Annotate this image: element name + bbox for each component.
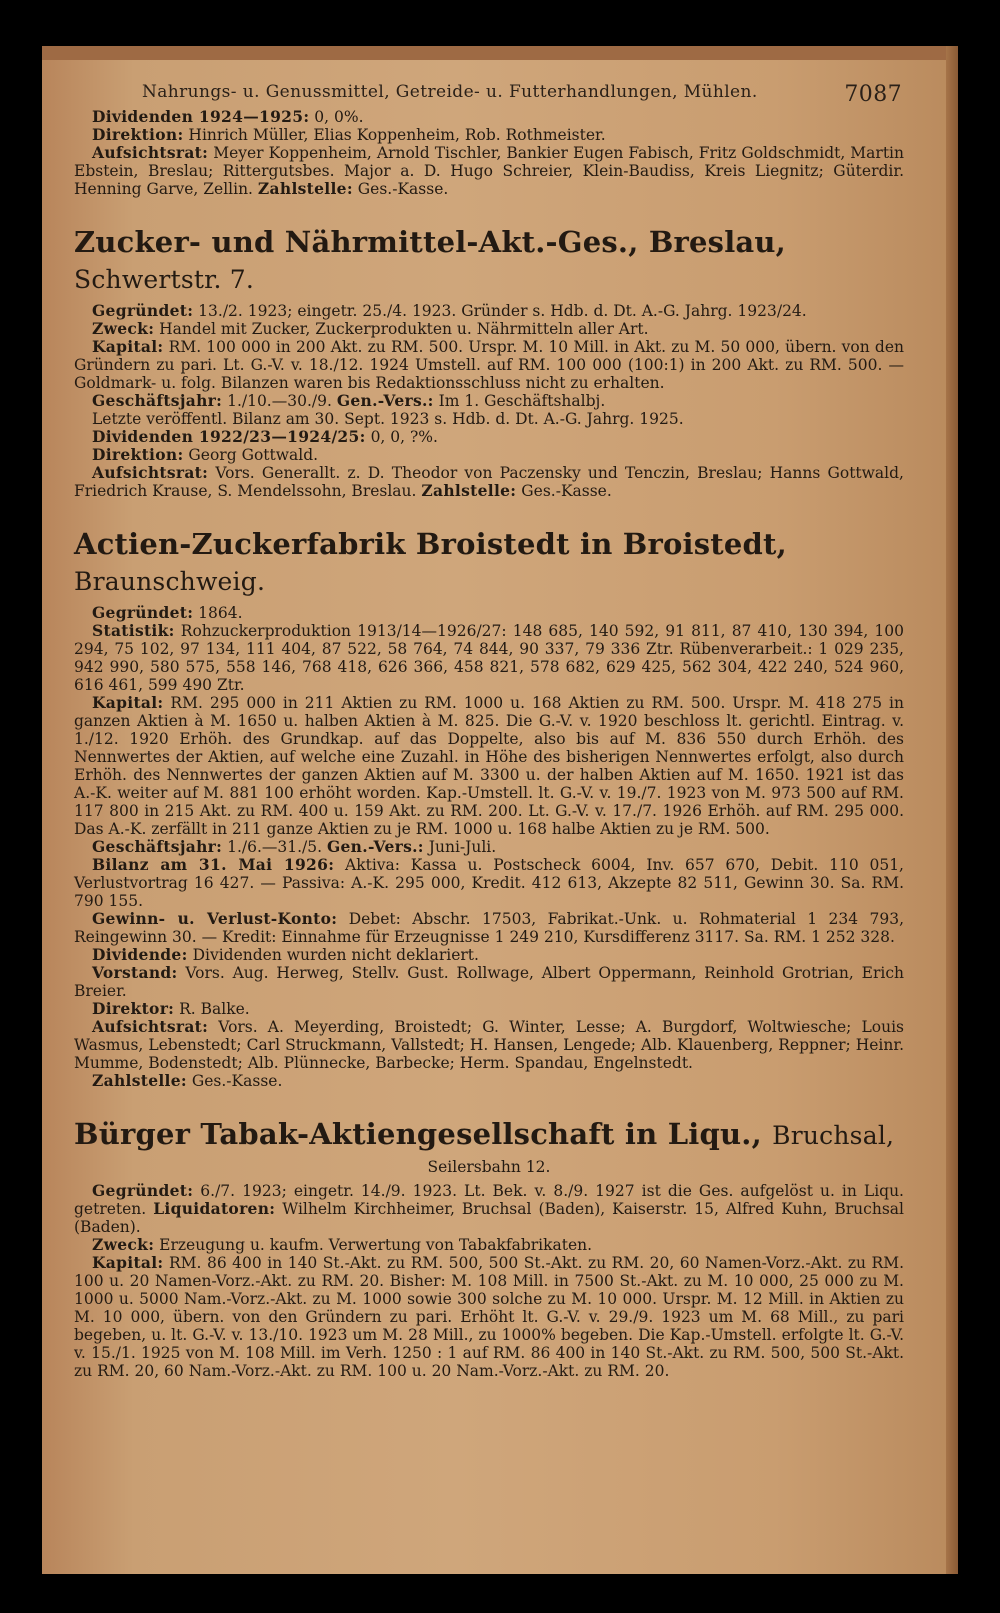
page-number: 7087 bbox=[844, 82, 902, 107]
direktion-line: Direktion: Georg Gottwald. bbox=[92, 445, 319, 464]
geschaeftsjahr-line: Geschäftsjahr: 1./10.—30./9. Gen.-Vers.: Im 1. Geschäftshalbj. bbox=[92, 391, 606, 410]
entry-previous-continuation bbox=[74, 108, 904, 198]
entry-title: Actien-Zuckerfabrik Broistedt in Broistedt, Braunschweig. bbox=[74, 527, 787, 596]
page-top-edge bbox=[42, 46, 958, 60]
aufsichtsrat-line: Aufsichtsrat: Meyer Koppenheim, Arnold Tischler, Bankier Eugen Fabisch, Fritz Goldschmidt, Martin Ebstein, Breslau; Rittergutsbes. Major a. D. Hugo Schreier, Klein-Baudiss, Kreis Liegnitz; Güterdir. Henning Garve, Zellin. Zahlstelle: Ges.-Kasse. bbox=[74, 143, 904, 198]
dividenden-line: Dividenden 1924—1925: 0, 0%. bbox=[92, 107, 364, 126]
scanned-page bbox=[42, 46, 958, 1574]
bilanz-line: Bilanz am 31. Mai 1926: Aktiva: Kassa u. Postscheck 6004, Inv. 657 670, Debit. 110 051, Verlustvortrag 16 427. — Passiva: A.-K. 295 000, Kredit. 412 613, Akzepte 82 511, Gewinn 30. Sa. RM. 790 155. bbox=[74, 855, 904, 910]
gegruendet-line: Gegründet: 1864. bbox=[92, 603, 243, 622]
gewinn-verlust-line: Gewinn- u. Verlust-Konto: Debet: Abschr. 17503, Fabrikat.-Unk. u. Rohmaterial 1 234 793, Reingewinn 30. — Kredit: Einnahme für Erzeugnisse 1 249 210, Kursdifferenz 3117. Sa. RM. 1 252 328. bbox=[74, 909, 905, 946]
entry-title: Zucker- und Nährmittel-Akt.-Ges., Breslau, Schwertstr. 7. bbox=[74, 225, 786, 294]
vorstand-line: Vorstand: Vors. Aug. Herweg, Stellv. Gust. Rollwage, Albert Oppermann, Reinhold Grotrian, Erich Breier. bbox=[74, 963, 904, 1000]
header-title: Nahrungs- u. Genussmittel, Getreide- u. Futterhandlungen, Mühlen. bbox=[142, 82, 758, 102]
kapital-line: Kapital: RM. 100 000 in 200 Akt. zu RM. 500. Urspr. M. 10 Mill. in Akt. zu M. 50 000, übern. von den Gründern zu pari. Lt. G.-V. v. 18./12. 1924 Umstell. auf RM. 100 000 (100:1) in 200 Akt. zu RM. 500. — Goldmark- u. folg. Bilanzen waren bis Redaktionsschluss nicht zu erhalten. bbox=[74, 337, 904, 392]
running-header bbox=[142, 82, 902, 107]
entry-actien-zuckerfabrik-broistedt bbox=[74, 526, 904, 1090]
direktor-line: Direktor: R. Balke. bbox=[92, 999, 250, 1018]
zweck-line: Zweck: Handel mit Zucker, Zuckerprodukten u. Nährmitteln aller Art. bbox=[92, 319, 649, 338]
gegruendet-line: Gegründet: 6./7. 1923; eingetr. 14./9. 1923. Lt. Bek. v. 8./9. 1927 ist die Ges. aufgelöst u. in Liqu. getreten. Liquidatoren: Wilhelm Kirchheimer, Bruchsal (Baden), Kaiserstr. 15, Alfred Kuhn, Bruchsal (Baden). bbox=[74, 1181, 904, 1236]
entry-buerger-tabak bbox=[74, 1116, 904, 1380]
page-content bbox=[74, 108, 904, 1380]
dividende-line: Dividende: Dividenden wurden nicht deklariert. bbox=[92, 945, 479, 964]
aufsichtsrat-line: Aufsichtsrat: Vors. Generallt. z. D. Theodor von Paczensky und Tenczin, Breslau; Hanns Gottwald, Friedrich Krause, S. Mendelssohn, Breslau. Zahlstelle: Ges.-Kasse. bbox=[74, 463, 904, 500]
kapital-line: Kapital: RM. 86 400 in 140 St.-Akt. zu RM. 500, 500 St.-Akt. zu RM. 20, 60 Namen-Vorz.-Akt. zu RM. 100 u. 20 Namen-Vorz.-Akt. zu RM. 20. Bisher: M. 108 Mill. in 7500 St.-Akt. zu M. 10 000, 25 000 zu M. 1000 u. 5000 Nam.-Vorz.-Akt. zu M. 1000 sowie 300 solche zu M. 10 000. Urspr. M. 12 Mill. in Aktien zu M. 10 000, übern. von den Gründern zu pari. Erhöht lt. G.-V. v. 29./9. 1923 um M. 68 Mill., zu pari begeben, u. lt. G.-V. v. 13./10. 1923 um M. 28 Mill., zu 1000% begeben. Die Kap.-Umstell. erfolgte lt. G.-V. v. 15./1. 1925 von M. 108 Mill. im Verh. 1250 : 1 auf RM. 86 400 in 140 St.-Akt. zu RM. 500, 500 St.-Akt. zu RM. 20, 60 Nam.-Vorz.-Akt. zu RM. 100 u. 20 Nam.-Vorz.-Akt. zu RM. 20. bbox=[74, 1253, 904, 1380]
bilanz-line: Letzte veröffentl. Bilanz am 30. Sept. 1923 s. Hdb. d. Dt. A.-G. Jahrg. 1925. bbox=[92, 410, 684, 428]
zweck-line: Zweck: Erzeugung u. kaufm. Verwertung von Tabakfabrikaten. bbox=[92, 1235, 593, 1254]
gegruendet-line: Gegründet: 13./2. 1923; eingetr. 25./4. 1923. Gründer s. Hdb. d. Dt. A.-G. Jahrg. 1923/24. bbox=[92, 301, 807, 320]
page-right-edge bbox=[946, 46, 958, 1574]
statistik-line: Statistik: Rohzuckerproduktion 1913/14—1926/27: 148 685, 140 592, 91 811, 87 410, 130 394, 100 294, 75 102, 97 134, 111 404, 87 522, 58 764, 74 844, 90 337, 79 336 Ztr. Rübenverarbeit.: 1 029 235, 942 990, 580 575, 558 146, 768 418, 626 366, 458 821, 578 682, 629 425, 562 304, 422 240, 524 960, 616 461, 599 490 Ztr. bbox=[74, 621, 904, 694]
kapital-line: Kapital: RM. 295 000 in 211 Aktien zu RM. 1000 u. 168 Aktien zu RM. 500. Urspr. M. 418 275 in ganzen Aktien à M. 1650 u. halben Aktien à M. 825. Die G.-V. v. 1920 beschloss lt. gerichtl. Eintrag. v. 1./12. 1920 Erhöh. des Grundkap. auf das Doppelte, also bis auf M. 836 550 durch Erhöh. des Nennwertes der Aktien, auf welche eine Zuzahl. in Höhe des bisherigen Nennwertes erfolgt, also durch Erhöh. des Nennwertes der ganzen Aktien auf M. 3300 u. der halben Aktien auf M. 1650. 1921 ist das A.-K. weiter auf M. 881 100 erhöht worden. Kap.-Umstell. lt. G.-V. v. 19./7. 1923 von M. 973 500 auf RM. 117 800 in 215 Akt. zu RM. 400 u. 159 Akt. zu RM. 200. Lt. G.-V. v. 17./7. 1926 Erhöh. auf RM. 295 000. Das A.-K. zerfällt in 211 ganze Aktien zu je RM. 1000 u. 168 halbe Aktien zu je RM. 500. bbox=[74, 693, 904, 838]
dividenden-line: Dividenden 1922/23—1924/25: 0, 0, ?%. bbox=[92, 427, 438, 446]
aufsichtsrat-line: Aufsichtsrat: Vors. A. Meyerding, Broistedt; G. Winter, Lesse; A. Burgdorf, Woltwiesche; Louis Wasmus, Lebenstedt; Carl Struckmann, Vallstedt; H. Hansen, Lengede; Alb. Klauenberg, Reppner; Heinr. Mumme, Bodenstedt; Alb. Plünnecke, Barbecke; Herm. Spandau, Engelnstedt. bbox=[74, 1017, 904, 1072]
zahlstelle-line: Zahlstelle: Ges.-Kasse. bbox=[92, 1071, 283, 1090]
address-line: Seilersbahn 12. bbox=[427, 1158, 551, 1176]
entry-title: Bürger Tabak-Aktiengesellschaft in Liqu., Bruchsal, bbox=[74, 1117, 895, 1151]
entry-zucker-naehrmittel bbox=[74, 224, 904, 500]
geschaeftsjahr-line: Geschäftsjahr: 1./6.—31./5. Gen.-Vers.: Juni-Juli. bbox=[92, 837, 497, 856]
direktion-line: Direktion: Hinrich Müller, Elias Koppenheim, Rob. Rothmeister. bbox=[92, 125, 606, 144]
